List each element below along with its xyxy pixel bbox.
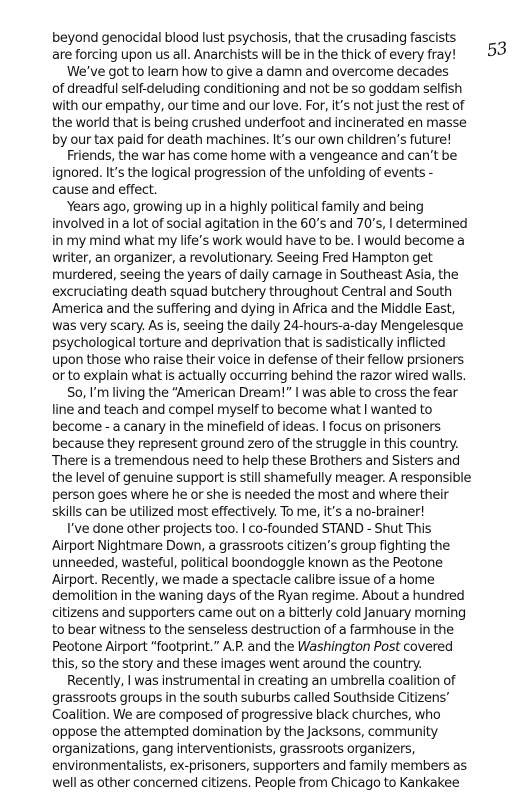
text-line-content: was very scary. As is, seeing the daily 24-hours-a-day Mengelesque [52,318,464,334]
text-line-content: the world that is being crushed underfoot and incinerated en masse [52,115,467,131]
text-line [52,65,514,82]
text-line-content: demolition in the waning days of the Ryan regime. About a hundred [52,589,465,605]
text-line [52,488,514,505]
text-line [52,657,514,674]
text-line-content: well as other concerned citizens. People from Chicago to Kankakee [52,775,460,791]
text-line-content: Recently, I was instrumental in creating an umbrella coalition of [67,674,456,690]
text-line-content: oppose the attempted domination by the Jacksons, community [52,724,438,740]
text-line [52,742,514,759]
text-line-content: So, I’m living the “American Dream!” I was able to cross the fear [67,386,458,402]
text-line-content: person goes where he or she is needed the most and where their [52,487,449,503]
text-line [52,759,514,776]
text-line [52,234,514,251]
text-line-content: Airport. Recently, we made a spectacle calibre issue of a home [52,572,435,588]
text-line-content: Years ago, growing up in a highly political family and being [67,200,424,216]
text-line [52,589,514,606]
text-line [52,183,514,200]
text-line-content: We’ve got to learn how to give a damn and overcome decades [67,64,449,80]
text-line [52,454,514,471]
text-line [52,437,514,454]
text-line-content: There is a tremendous need to help these Brothers and Sisters and [52,454,460,470]
text-line [52,353,514,370]
text-line-content: or to explain what is actually occurring behind the razor wired walls. [52,369,467,385]
text-line-content: grassroots groups in the south suburbs called Southside Citizens’ [52,690,450,706]
text-line [52,505,514,522]
text-line-content: Coalition. We are composed of progressive black churches, who [52,707,441,723]
text-line-content: with our empathy, our time and our love. For, it’s not just the rest of [52,98,464,114]
text-line [52,48,514,65]
text-line-content: America and the suffering and dying in Africa and the Middle East, [52,301,456,317]
text-line [52,420,514,437]
text-line [52,116,514,133]
text-line-content: unneeded, wasteful, political boondoggle known as the Peotone [52,555,443,571]
text-line [52,471,514,488]
text-line [52,556,514,573]
text-line [52,302,514,319]
text-line [52,268,514,285]
text-line [52,522,514,539]
text-line [52,606,514,623]
text-line-content: become - a canary in the minefield of ideas. I focus on prisoners [52,420,441,436]
text-line-content: excruciating death squad butchery throughout Central and South [52,284,452,300]
text-line [52,319,514,336]
text-line [52,251,514,268]
text-line [52,708,514,725]
text-line-content: Peotone Airport “footprint.” A.P. and the [52,640,298,656]
text-line [52,640,514,657]
text-line [52,31,514,48]
text-line-content: writer, an organizer, a revolutionary. Seeing Fred Hampton get [52,250,433,266]
text-line-content: to bear witness to the senseless destruction of a farmhouse in the [52,623,454,639]
text-line [52,623,514,640]
text-line [52,149,514,166]
text-line-content: citizens and supporters came out on a bitterly cold January morning [52,606,466,622]
text-line-content: organizations, gang interventionists, grassroots organizers, [52,741,416,757]
text-line-content: murdered, seeing the years of daily carnage in Southeast Asia, the [52,267,459,283]
text-line [52,386,514,403]
text-line-content: Airport Nightmare Down, a grassroots citizen’s group fighting the [52,538,450,554]
text-line-content: Friends, the war has come home with a vengeance and can’t be [67,149,457,165]
text-line-content: of dreadful self-deluding conditioning and not be so goddam selfish [52,81,463,97]
text-line-content: because they represent ground zero of the struggle in this country. [52,437,459,453]
text-line-content: the level of genuine support is still shamefully meager. A responsible [52,470,472,486]
text-line [52,539,514,556]
text-line-content: upon those who raise their voice in defense of their fellow prsioners [52,352,464,368]
text-line-content: cause and effect. [52,183,158,199]
text-line-content: this, so the story and these images went around the country. [52,657,422,673]
text-line [52,285,514,302]
text-line [52,336,514,353]
text-line-content: skills can be utilized most effectively. To me, it’s a no-brainer! [52,504,425,520]
text-line [52,691,514,708]
text-line [52,573,514,590]
text-line [52,133,514,150]
text-line-content: by our tax paid for death machines. It’s our own children’s future! [52,132,452,148]
text-line-continuation: covered [399,640,453,656]
text-line-content: line and teach and compel myself to become what I wanted to [52,403,433,419]
text-line [52,99,514,116]
text-line [52,674,514,691]
text-line-content: in my mind what my life’s work would have to be. I would become a [52,234,465,250]
text-line-content: are forcing upon us all. Anarchists will be in the thick of every fray! [52,47,457,63]
text-line-content: psychological torture and deprivation that is sadistically inflicted [52,335,446,351]
text-line [52,725,514,742]
text-line [52,166,514,183]
text-line-content: beyond genocidal blood lust psychosis, that the crusading fascists [52,31,456,46]
text-line-content: ignored. It’s the logical progression of the unfolding of events - [52,166,433,182]
text-line [52,776,514,793]
text-line [52,369,514,386]
body-text [52,31,514,792]
text-line [52,217,514,234]
text-line-content: environmentalists, ex-prisoners, supporters and family members as [52,758,467,774]
text-line-content: I’ve done other projects too. I co-founded STAND - Shut This [67,521,432,537]
text-line [52,200,514,217]
page-number: 53 [485,38,508,62]
text-line [52,82,514,99]
text-line [52,403,514,420]
text-line-content: involved in a lot of social agitation in the 60’s and 70’s, I determined [52,217,468,233]
italic-publication-name: Washington Post [297,640,400,656]
